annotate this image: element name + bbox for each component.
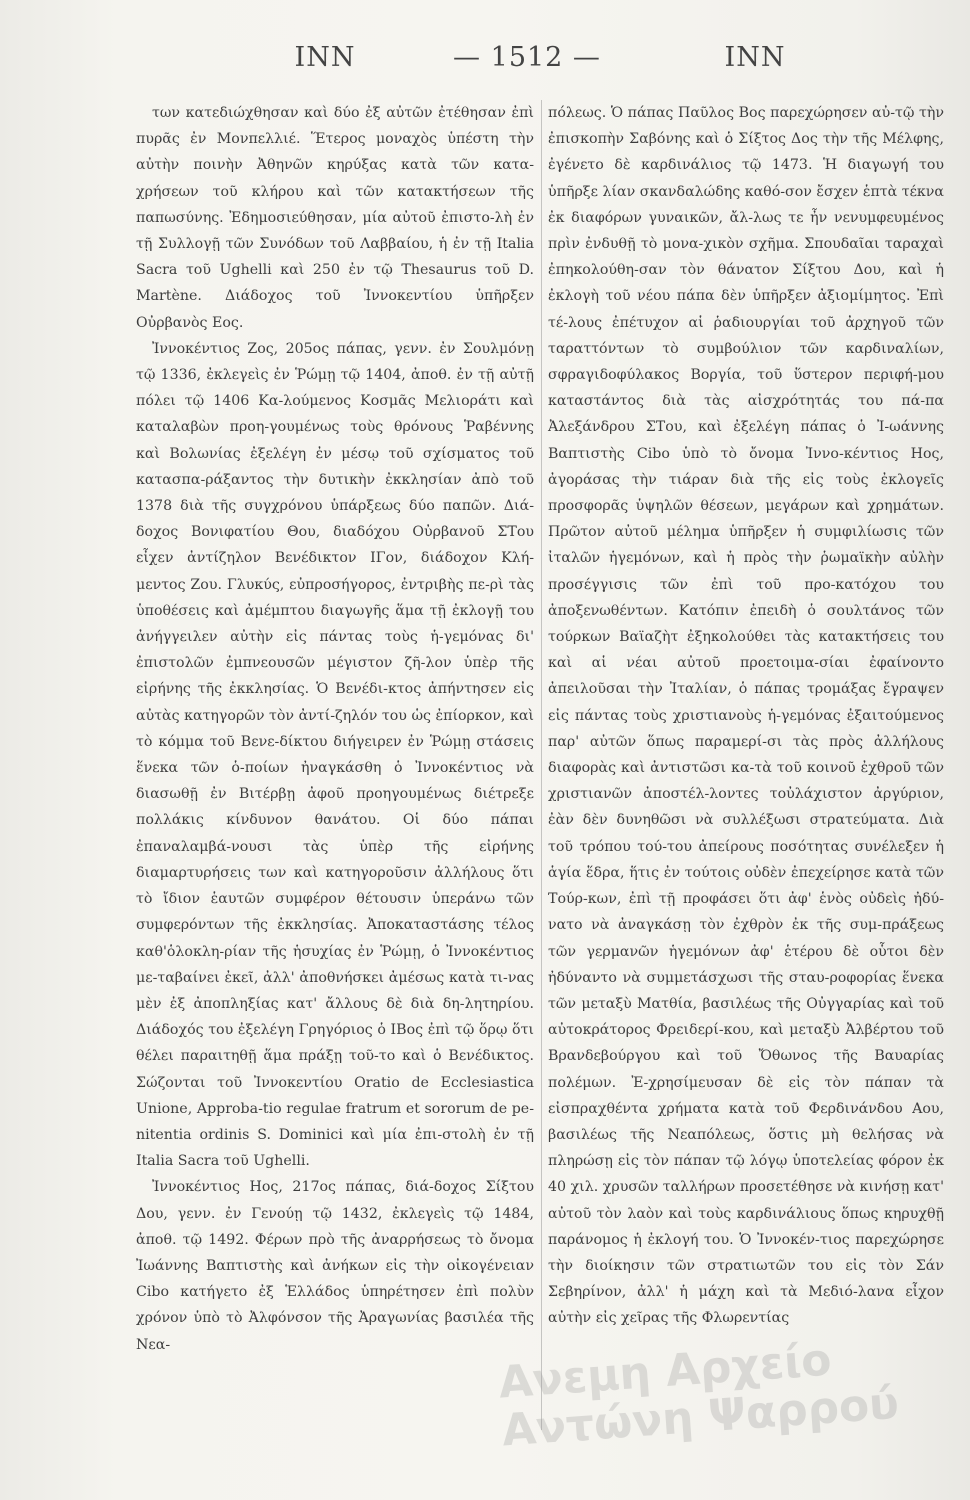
left-column <box>136 100 534 1358</box>
left-paragraph-3: Ἰννοκέντιος Ηος, 217ος πάπας, διά-δοχος Σίξτου Δου, γενν. ἐν Γενούῃ τῷ 1432, ἐκλεγεὶς τῷ 1484, ἀποθ. τῷ 1492. Φέρων πρὸ τῆς ἀναρρήσεως τὸ ὄνομα Ἰωάννης Βαπτιστὴς καὶ ἀνήκων εἰς τὴν οἰκογένειαν Cibo κατήγετο ἐξ Ἑλλάδος ὑπηρέτησεν ἐπὶ πολὺν χρόνον ὑπὸ τὸ Ἀλφόνσον τῆς Ἀραγωνίας βασιλέα τῆς Νεα- <box>136 1179 534 1353</box>
left-paragraph-1: των κατεδιώχθησαν καὶ δύο ἐξ αὐτῶν ἐτέθησαν ἐπὶ πυρᾶς ἐν Μονπελλιέ. Ἕτερος μοναχὸς ὑπέστη τὴν αὐτὴν ποινὴν Ἀθηνῶν κηρύξας κατὰ τῶν κατα-χρήσεων τοῦ κλήρου καὶ τῶν κατακτήσεων τῆς παπωσύνης. Ἐδημοσιεύθησαν, μία αὐτοῦ ἐπιστο-λὴ ἐν τῇ Συλλογῇ τῶν Συνόδων τοῦ Λαββαίου, ἡ ἐν τῇ Italia Sacra τοῦ Ughelli καὶ 250 ἐν τῷ Thesaurus τοῦ D. Martène. Διάδοχος τοῦ Ἰννοκεντίου ὑπῆρξεν Οὐρβανὸς Εος. <box>136 105 534 331</box>
header-right-keyword: INN <box>724 42 786 73</box>
page-number: — 1512 — <box>453 42 601 73</box>
left-paragraph-2: Ἰννοκέντιος Ζος, 205ος πάπας, γενν. ἐν Σουλμόνῃ τῷ 1336, ἐκλεγεὶς ἐν Ῥώμῃ τῷ 1404, ἀποθ. ἐν τῇ αὐτῇ πόλει τῷ 1406 Κα-λούμενος Κοσμᾶς Μελιοράτι καὶ καταλαβὼν προη-γουμένως τοὺς θρόνους Ῥαβέννης καὶ Βολωνίας ἐξελέγη ἐν μέσῳ τοῦ σχίσματος τοῦ κατασπα-ράξαντος τὴν δυτικὴν ἐκκλησίαν ἀπὸ τοῦ 1378 διὰ τῆς συγχρόνου ὑπάρξεως δύο παπῶν. Διά-δοχος Βονιφατίου Θου, διαδόχου Οὐρβανοῦ ΣΤου εἶχεν ἀντίζηλον Βενέδικτον ΙΓον, διάδοχον Κλή-μεντος Ζου. Γλυκύς, εὐπροσήγορος, ἐντριβὴς πε-ρὶ τὰς ὑποθέσεις καὶ ἀμέμπτου διαγωγῆς ἅμα τῇ ἐκλογῇ του ἀνήγγειλεν αὐτὴν εἰς πάντας τοὺς ἡ-γεμόνας δι' ἐπιστολῶν ἐμπνεουσῶν μέγιστον ζῆ-λον ὑπὲρ τῆς εἰρήνης τῆς ἐκκλησίας. Ὁ Βενέδι-κτος ἀπήντησεν εἰς αὐτὰς κατηγορῶν τὸν ἀντί-ζηλόν του ὡς ἐπίορκον, καὶ τὸ κόμμα τοῦ Βενε-δίκτου διήγειρεν ἐν Ῥώμῃ στάσεις ἕνεκα τῶν ὁ-ποίων ἠναγκάσθη ὁ Ἰννοκέντιος νὰ διασωθῇ ἐν Βιτέρβῃ ἀφοῦ προηγουμένως διέτρεξε πολλάκις κίνδυνον θανάτου. Οἱ δύο πάπαι ἐπαναλαμβά-νουσι τὰς ὑπὲρ τῆς εἰρήνης διαμαρτυρήσεις των καὶ κατηγοροῦσιν ἀλλήλους ὅτι τὸ ἴδιον ἑαυτῶν συμφέρον θέτουσιν ὑπεράνω τῶν συμφερόντων τῆς ἐκκλησίας. Ἀποκαταστάσης τέλος καθ'ὁλοκλη-ρίαν τῆς ἡσυχίας ἐν Ῥώμῃ, ὁ Ἰννοκέντιος με-ταβαίνει ἐκεῖ, ἀλλ' ἀποθνήσκει ἀμέσως κατὰ τι-νας μὲν ἐξ ἀποπληξίας κατ' ἄλλους δὲ διὰ δη-λητηρίου. Διάδοχός του ἐξελέγη Γρηγόριος ὁ ΙΒος ἐπὶ τῷ ὅρῳ ὅτι θέλει παραιτηθῇ ἅμα πράξῃ τοῦ-το καὶ ὁ Βενέδικτος. Σώζονται τοῦ Ἰννοκεντίου Oratio de Ecclesiastica Unione, Approba-tio regulae fratrum et sororum de pe-nitentia ordinis S. Dominici καὶ μία ἐπι-στολὴ ἐν τῇ Italia Sacra τοῦ Ughelli. <box>136 340 534 1170</box>
right-column <box>548 100 944 1332</box>
page-header <box>135 42 835 82</box>
right-paragraph-1: πόλεως. Ὁ πάπας Παῦλος Βος παρεχώρησεν αὐ-τῷ τὴν ἐπισκοπὴν Σαβόνης καὶ ὁ Σίξτος Δος τὴν τῆς Μέλφης, ἐγένετο δὲ καρδινάλιος τῷ 1473. Ἡ διαγωγή του ὑπῆρξε λίαν σκανδαλώδης καθό-σον ἔσχεν ἑπτὰ τέκνα ἐκ διαφόρων γυναικῶν, ἄλ-λως τε ἦν νενυμφευμένος πρὶν ἐνδυθῇ τὸ μονα-χικὸν σχῆμα. Σπουδαῖαι ταραχαὶ ἐπηκολούθη-σαν τὸν θάνατον Σίξτου Δου, καὶ ἡ ἐκλογὴ τοῦ νέου πάπα δὲν ὑπῆρξεν ἀξιομίμητος. Ἐπὶ τέ-λους ἐπέτυχον αἱ ῥαδιουργίαι τοῦ ἀρχηγοῦ τῶν ταραττόντων τὸ συμβούλιον τῶν καρδιναλίων, σφραγιδοφύλακος Βοργία, τοῦ ὕστερον περιφή-μου καταστάντος διὰ τὰς αἰσχρότητάς του πά-πα Ἀλεξάνδρου ΣΤου, καὶ ἐξελέγη πάπας ὁ Ἰ-ωάννης Βαπτιστὴς Cibo ὑπὸ τὸ ὄνομα Ἰννο-κέντιος Ηος, ἀγοράσας τὴν τιάραν διὰ τῆς εἰς τοὺς ἐκλογεῖς προσφορᾶς ὑψηλῶν θέσεων, μεγάρων καὶ χρημάτων. Πρῶτον αὐτοῦ μέλημα ὑπῆρξεν ἡ συμφιλίωσις τῶν ἰταλῶν ἡγεμόνων, καὶ ἡ πρὸς τὴν ῥωμαϊκὴν αὐλὴν προσέγγισις τῶν ἐπὶ τοῦ προ-κατόχου του ἀποξενωθέντων. Κατόπιν ἐπειδὴ ὁ σουλτάνος τῶν τούρκων Βαϊαζὴτ ἐξηκολούθει τὰς κατακτήσεις του καὶ αἱ νέαι αὐτοῦ προετοιμα-σίαι ἐφαίνοντο ἀπειλοῦσαι τὴν Ἰταλίαν, ὁ πάπας τρομάξας ἔγραψεν εἰς πάντας τοὺς χριστιανοὺς ἡ-γεμόνας ἐξαιτούμενος παρ' αὐτῶν ὅπως παραμερί-σι τὰς πρὸς ἀλλήλους διαφορὰς καὶ ἀντιστῶσι κα-τὰ τοῦ κοινοῦ ἐχθροῦ τῶν χριστιανῶν ἀποστέλ-λοντες τοὐλάχιστον ἀργύριον, ἐὰν δὲν δυνηθῶσι νὰ συλλέξωσι στρατεύματα. Διὰ τοῦ τρόπου τού-του ἀπείρους ποσότητας συνέλεξεν ἡ ἁγία ἕδρα, ἥτις ἐν τούτοις οὐδὲν ἐπεχείρησε κατὰ τῶν Τούρ-κων, ἐπὶ τῇ προφάσει ὅτι ἀφ' ἑνὸς οὐδεὶς ἠδύ-νατο νὰ ἀναγκάσῃ τὸν ἐχθρὸν ἐκ τῆς συμ-πράξεως τῶν γερμανῶν ἡγεμόνων ἀφ' ἑτέρου δὲ οὗτοι δὲν ἠδύναντο νὰ συμμετάσχωσι τῆς σταυ-ροφορίας ἕνεκα τῶν μεταξὺ Ματθία, βασιλέως τῆς Οὐγγαρίας καὶ τοῦ αὐτοκράτορος Φρειδερί-κου, καὶ μεταξὺ Ἀλβέρτου τοῦ Βρανδεβούργου καὶ τοῦ Ὄθωνος τῆς Βαυαρίας πολέμων. Ἐ-χρησίμευσαν δὲ εἰς τὸν πάπαν τὰ εἰσπραχθέντα χρήματα κατὰ τοῦ Φερδινάνδου Αου, βασιλέως τῆς Νεαπόλεως, ὅστις μὴ θελήσας νὰ πληρώσῃ εἰς τὸν πάπαν τῷ λόγῳ ὑποτελείας φόρον ἐκ 40 χιλ. χρυσῶν ταλλήρων προσετέθησε νὰ κινήσῃ κατ' αὐτοῦ τὸν λαὸν καὶ τοὺς καρδινάλιους ὅπως κηρυχθῇ παράνομος ἡ ἐκλογή του. Ὁ Ἰννοκέν-τιος παρεχώρησε τὴν διοίκησιν τῶν στρατιωτῶν του εἰς τὸν Σάν Σεβηρίνον, ἀλλ' ἡ μάχη καὶ τὰ Μεδιό-λανα εἶχον αὐτὴν εἰς χεῖρας τῆς Φλωρεντίας <box>548 105 944 1327</box>
column-divider <box>541 100 542 1430</box>
watermark: Ανεμη Αρχείο Αντώνη Ψαρρού <box>497 1334 901 1457</box>
header-left-keyword: INN <box>294 42 356 73</box>
